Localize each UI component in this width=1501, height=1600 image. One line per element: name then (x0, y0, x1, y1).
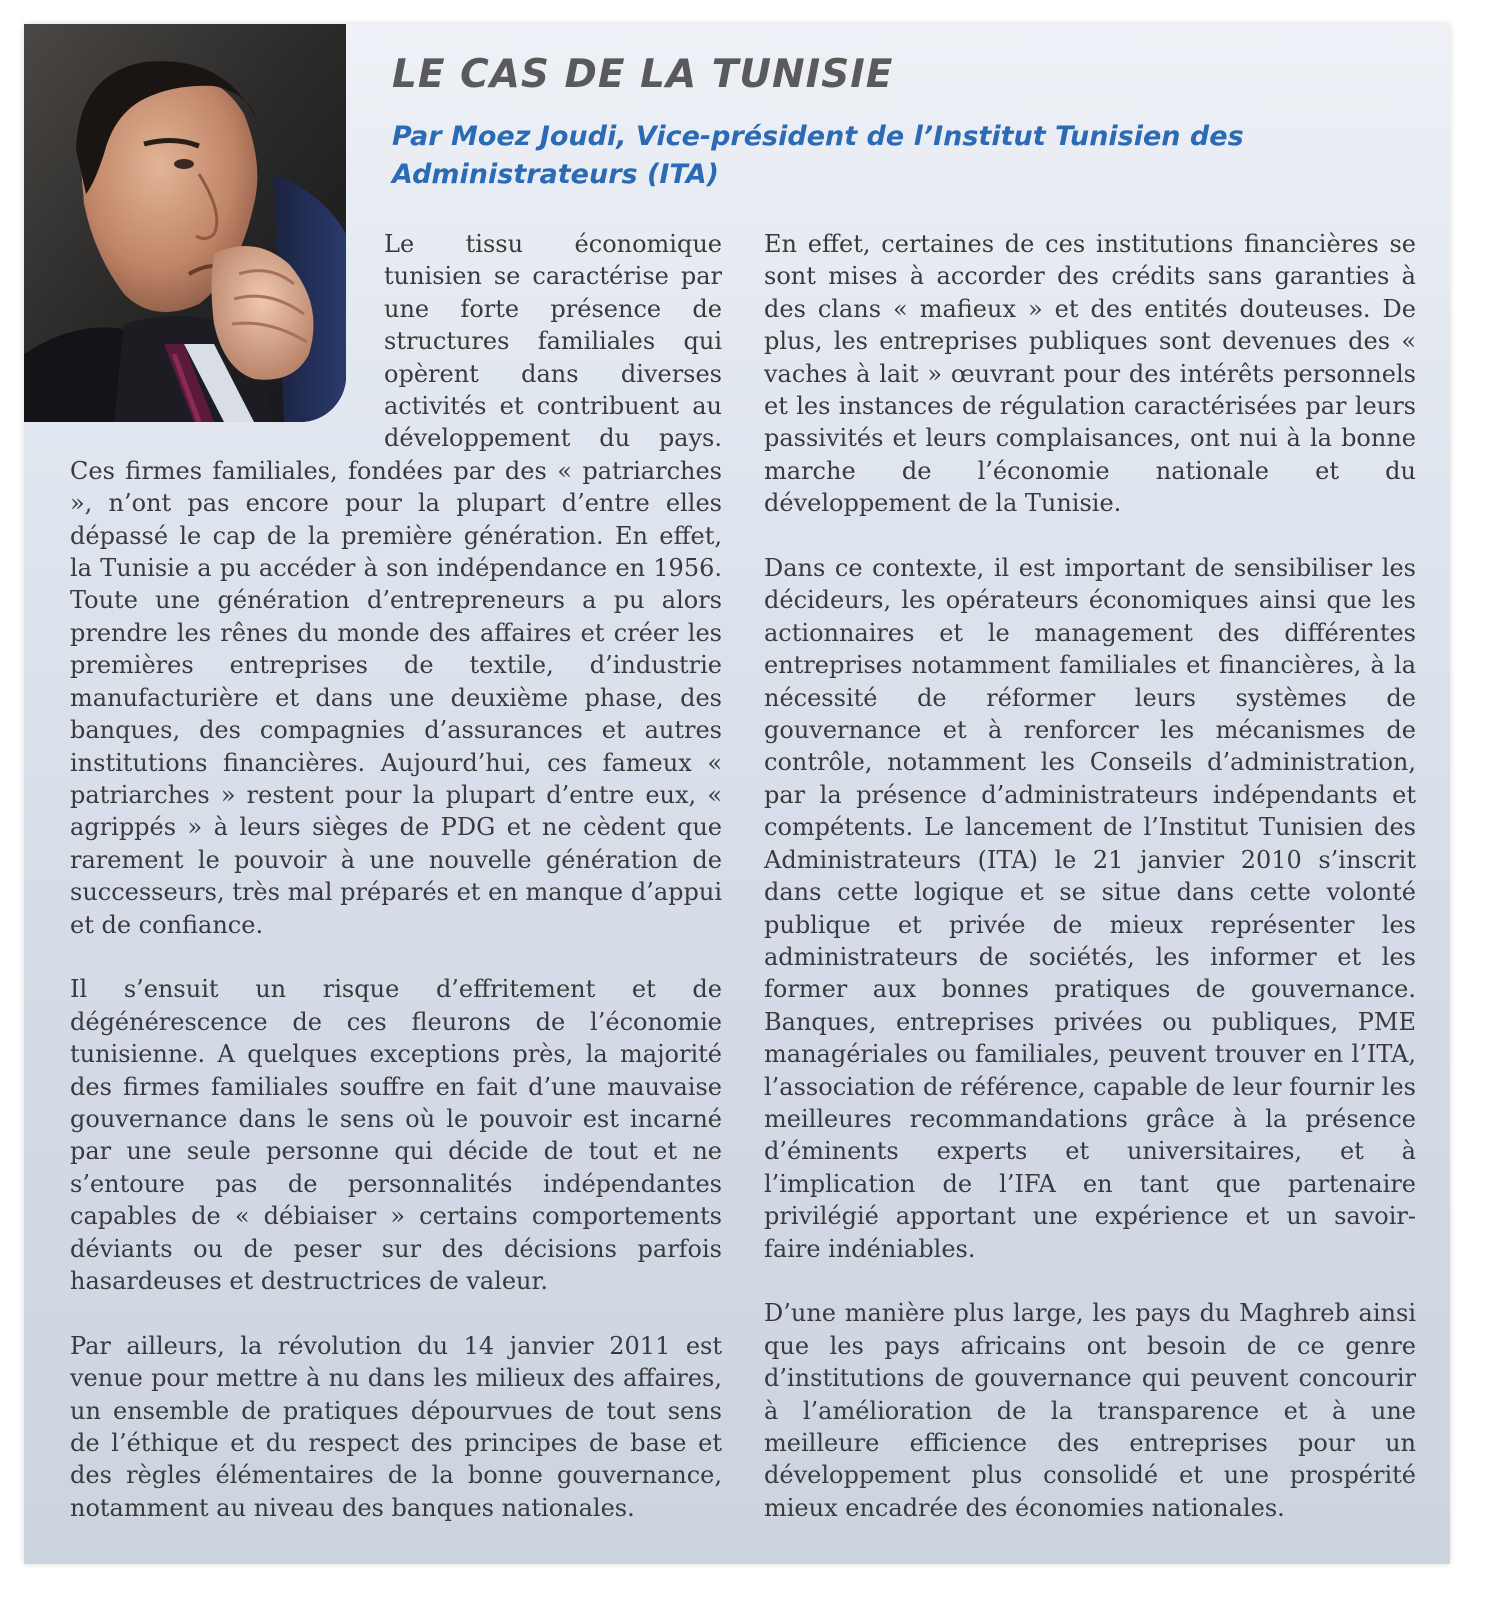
magazine-page (24, 24, 1450, 1564)
article-paragraph: En effet, certaines de ces institutions financières se sont mises à accorder des crédits sans garanties à des clans « mafieux » et des entités douteuses. De plus, les entreprises publiques sont devenues des « vaches à lait » œuvrant pour des intérêts personnels et les instances de régulation caractérisées par leurs passivités et leurs complaisances, ont nui à la bonne marche de l’économie nationale et du développement de la Tunisie. (764, 230, 1416, 518)
article-left-column (70, 228, 722, 1540)
article-paragraph: D’une manière plus large, les pays du Maghreb ainsi que les pays africains ont besoin de ce genre d’institutions de gouvernance qui peuvent concourir à l’amélioration de la transparence et à une meilleure efficience des entreprises pour un développement plus consolidé et une prospérité mieux encadrée des économies nationales. (764, 1299, 1416, 1522)
article-right-column (764, 228, 1416, 1540)
article-paragraph: Par ailleurs, la révolution du 14 janvier 2011 est venue pour mettre à nu dans les milieux des affaires, un ensemble de pratiques dépourvues de tout sens de l’éthique et du respect des principes de base et des règles élémentaires de la bonne gouvernance, notamment au niveau des banques nationales. (70, 1331, 722, 1522)
article-paragraph: Le tissu économique tunisien se caractérise par une forte présence de structures familiales qui opèrent dans diverses activités et contribuent au développement du pays. Ces firmes familiales, fondées par des « patriarches », n’ont pas encore pour la plupart d’entre elles dépassé le cap de la première génération. En effet, la Tunisie a pu accéder à son indépendance en 1956. Toute une génération d’entrepreneurs a pu alors prendre les rênes du monde des affaires et créer les premières entreprises de textile, d’industrie manufacturière et dans une deuxième phase, des banques, des compagnies d’assurances et autres institutions financières. Aujourd’hui, ces fameux « patriarches » restent pour la plupart d’entre eux, « agrippés » à leurs sièges de PDG et ne cèdent que rarement le pouvoir à une nouvelle génération de successeurs, très mal préparés et en manque d’appui et de confiance. (70, 230, 722, 939)
article-paragraph: Dans ce contexte, il est important de sensibiliser les décideurs, les opérateurs économiques ainsi que les actionnaires et le management des différentes entreprises notamment familiales et financières, à la nécessité de réformer leurs systèmes de gouvernance et à renforcer les mécanismes de contrôle, notamment les Conseils d’administration, par la présence d’administrateurs indépendants et compétents. Le lancement de l’Institut Tunisien des Administrateurs (ITA) le 21 janvier 2010 s’inscrit dans cette logique et se situe dans cette volonté publique et privée de mieux représenter les administrateurs de sociétés, les informer et les former aux bonnes pratiques de gouvernance. Banques, entreprises privées ou publiques, PME managériales ou familiales, peuvent trouver en l’ITA, l’association de référence, capable de leur fournir les meilleures recommandations grâce à la présence d’éminents experts et universitaires, et à l’implication de l’IFA en tant que partenaire privilégié apportant une expérience et un savoir-faire indéniables. (764, 554, 1416, 1263)
photo-wrap-spacer (70, 216, 384, 446)
article-title: LE CAS DE LA TUNISIE (392, 52, 894, 97)
article-byline: Par Moez Joudi, Vice-président de l’Institut Tunisien des Administrateurs (ITA) (392, 121, 1244, 190)
article-paragraph: Il s’ensuit un risque d’effritement et de dégénérescence de ces fleurons de l’économie tunisienne. A quelques exceptions près, la majorité des firmes familiales souffre en fait d’une mauvaise gouvernance dans le sens où le pouvoir est incarné par une seule personne qui décide de tout et ne s’entoure pas de personnalités indépendantes capables de « débiaiser » certains comportements déviants ou de peser sur des décisions parfois hasardeuses et destructrices de valeur. (70, 975, 722, 1295)
